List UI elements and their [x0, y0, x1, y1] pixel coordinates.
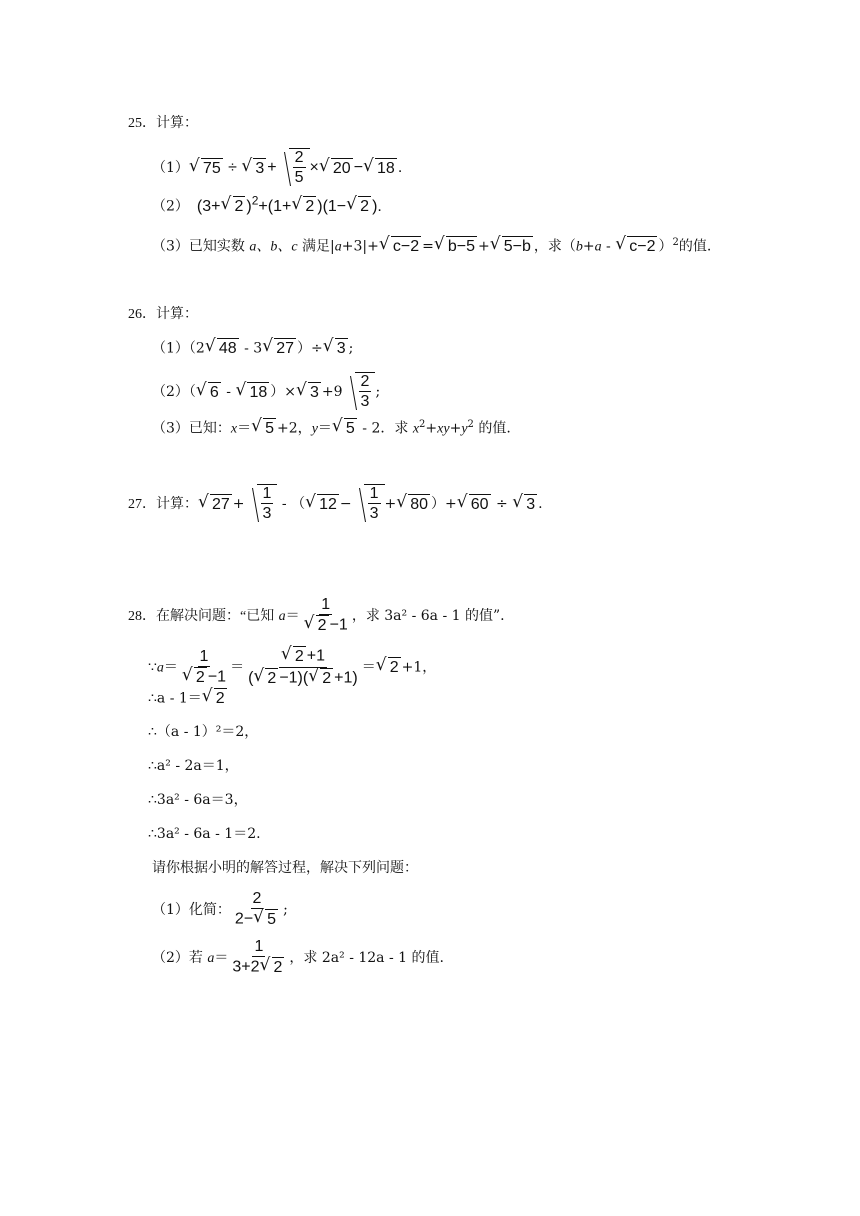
q27-expression: 27．计算：√ 27 + $\frac{1}{3}$ - （√ 12 − $\frac{1}{3}$ +√ 80 ）+√ 60 ÷ √ 3 . [128, 484, 543, 524]
q28-step1: ∵a＝ 1 √ 2 −1 ＝ √ $\frac{2 +1}{(√ 2 -1)(√ 2 +1)}$ ＝√ 2 +1， [148, 646, 436, 689]
q28-step4: ∴a² - 2a＝1， [148, 758, 239, 774]
q28-part2: （2）若 a＝ $\frac{1}{3+2√ 2}$ ，求 2a² - 12a - 1 的值. [152, 938, 444, 978]
q25-part2: （2） (3+√ 2 )$^2$+(1+√ 2 )(1−√ 2 ). [152, 196, 382, 217]
q28-step2: ∴a - 1＝√ 2 [148, 688, 228, 709]
q28-title: 28．在解决问题：“已知 a＝ 1 √ 2 −1 ，求 3a² - 6a - 1 的值”. [128, 596, 505, 636]
q25-title: 25．计算： [128, 116, 198, 131]
q28-step6: ∴3a² - 6a - 1＝2. [148, 826, 261, 842]
q28-step3: ∴（a - 1）²＝2， [148, 724, 259, 740]
q25-part1: （1）√ 75 ÷ √ 3 + $\frac{2}{5}$ ×√ 20 −√ 18 . [152, 148, 402, 188]
q26-part2: （2）（√ 6 - √ 18 ）×√ 3 +9 $\frac{2}{3}$ ; [152, 372, 380, 412]
q26-part3: （3）已知：x＝√ 5 +2，y＝√ 5 - 2．求 $x^2+xy+y^2$ 的值. [152, 418, 511, 440]
q26-title: 26．计算： [128, 307, 198, 322]
q28-step5: ∴3a² - 6a＝3， [148, 792, 248, 808]
q28-prompt: 请你根据小明的解答过程，解决下列问题： [152, 860, 418, 876]
q26-part1: （1）（2√ 48 - 3√ 27 ）÷√ 3 ; [152, 338, 353, 359]
q25-part3: （3）已知实数 a、b、c 满足|a+3|+√ c−2 =√ b−5 +√ 5−b ，求（b+a - √ c−2 ）$^2$的值. [152, 236, 711, 258]
q28-part1: （1）化简： $\frac{2}{2-√ 5}$ ; [152, 890, 288, 930]
